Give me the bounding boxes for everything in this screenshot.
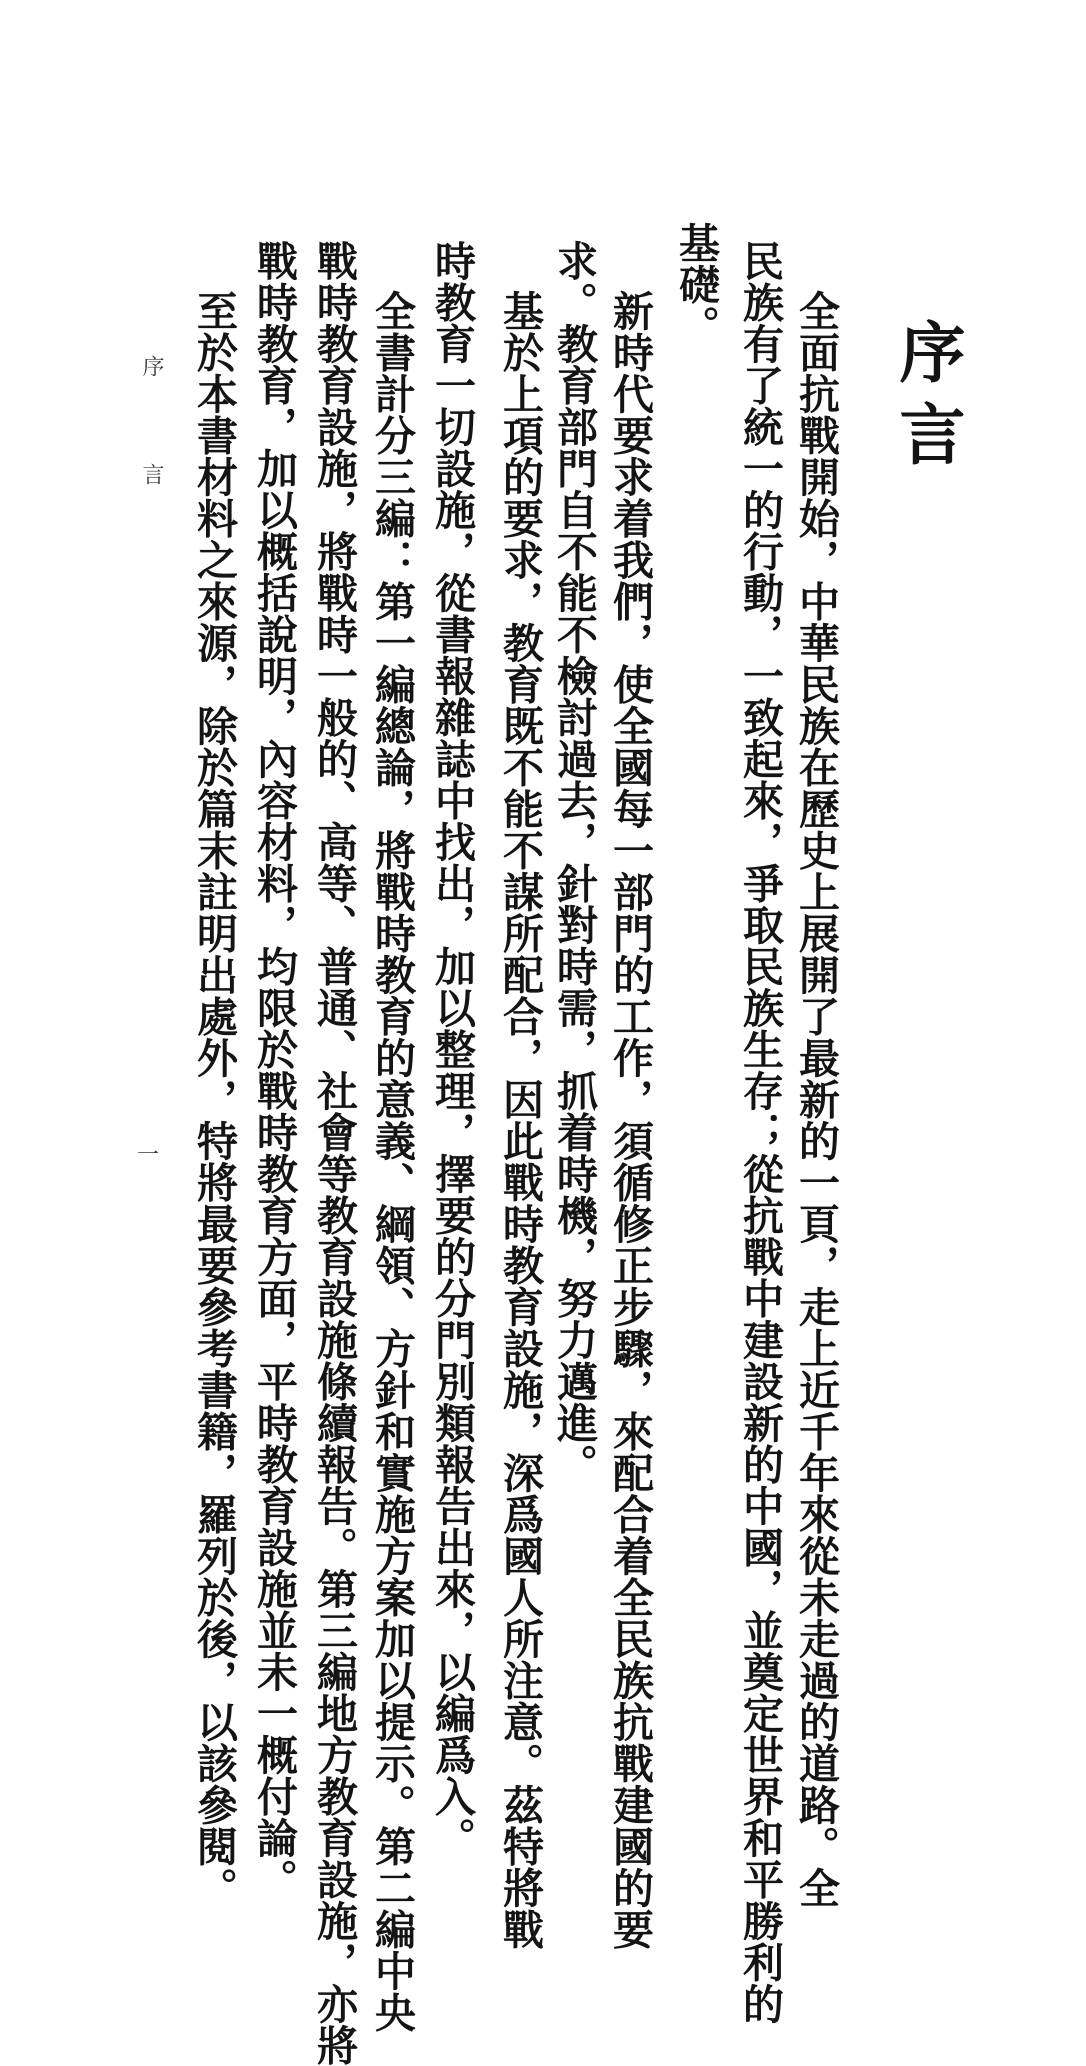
text-line: 基於上項的要求，教育既不能不謀所配合，因此戰時教育設施，深爲國人所注意。茲特將戰 (496, 290, 544, 1950)
text-line: 戰時教育，加以概括說明，內容材料，均限於戰時教育方面，平時教育設施並未一概付論。 (250, 240, 298, 1900)
text-line: 至於本書材料之來源，除於篇末註明出處外，特將最要參考書籍，羅列於後，以該參閱。 (190, 290, 238, 1909)
text-line: 基礎。 (672, 222, 720, 347)
running-footer-label: 序言 (139, 355, 164, 571)
text-line: 全書計分三編：第一編總論，將戰時教育的意義、綱領、方針和實施方案加以提示。第二編中央 (368, 290, 416, 2033)
text-line: 民族有了統一的行動，一致起來，爭取民族生存；從抗戰中建設新的中國，並奠定世界和平勝利的 (736, 240, 784, 2025)
text-line: 求。教育部門自不能不檢討過去，針對時需，抓着時機，努力邁進。 (550, 240, 598, 1485)
text-line: 時教育一切設施，從書報雜誌中找出，加以整理，擇要的分門別類報告出來，以編爲入。 (428, 240, 476, 1859)
text-line: 新時代要求着我們，使全國每一部門的工作，須循修正步驟，來配合着全民族抗戰建國的要 (606, 290, 654, 1950)
text-line: 全面抗戰開始，中華民族在歷史上展開了最新的一頁，走上近千年來從未走過的道路。全 (792, 290, 840, 1909)
page-number: 一 (136, 1143, 159, 1168)
text-line: 戰時教育設施，將戰時一般的、高等、普通、社會等教育設施條續報告。第三編地方教育設施，亦將 (310, 240, 358, 2066)
page-title: 序言 (888, 318, 966, 482)
